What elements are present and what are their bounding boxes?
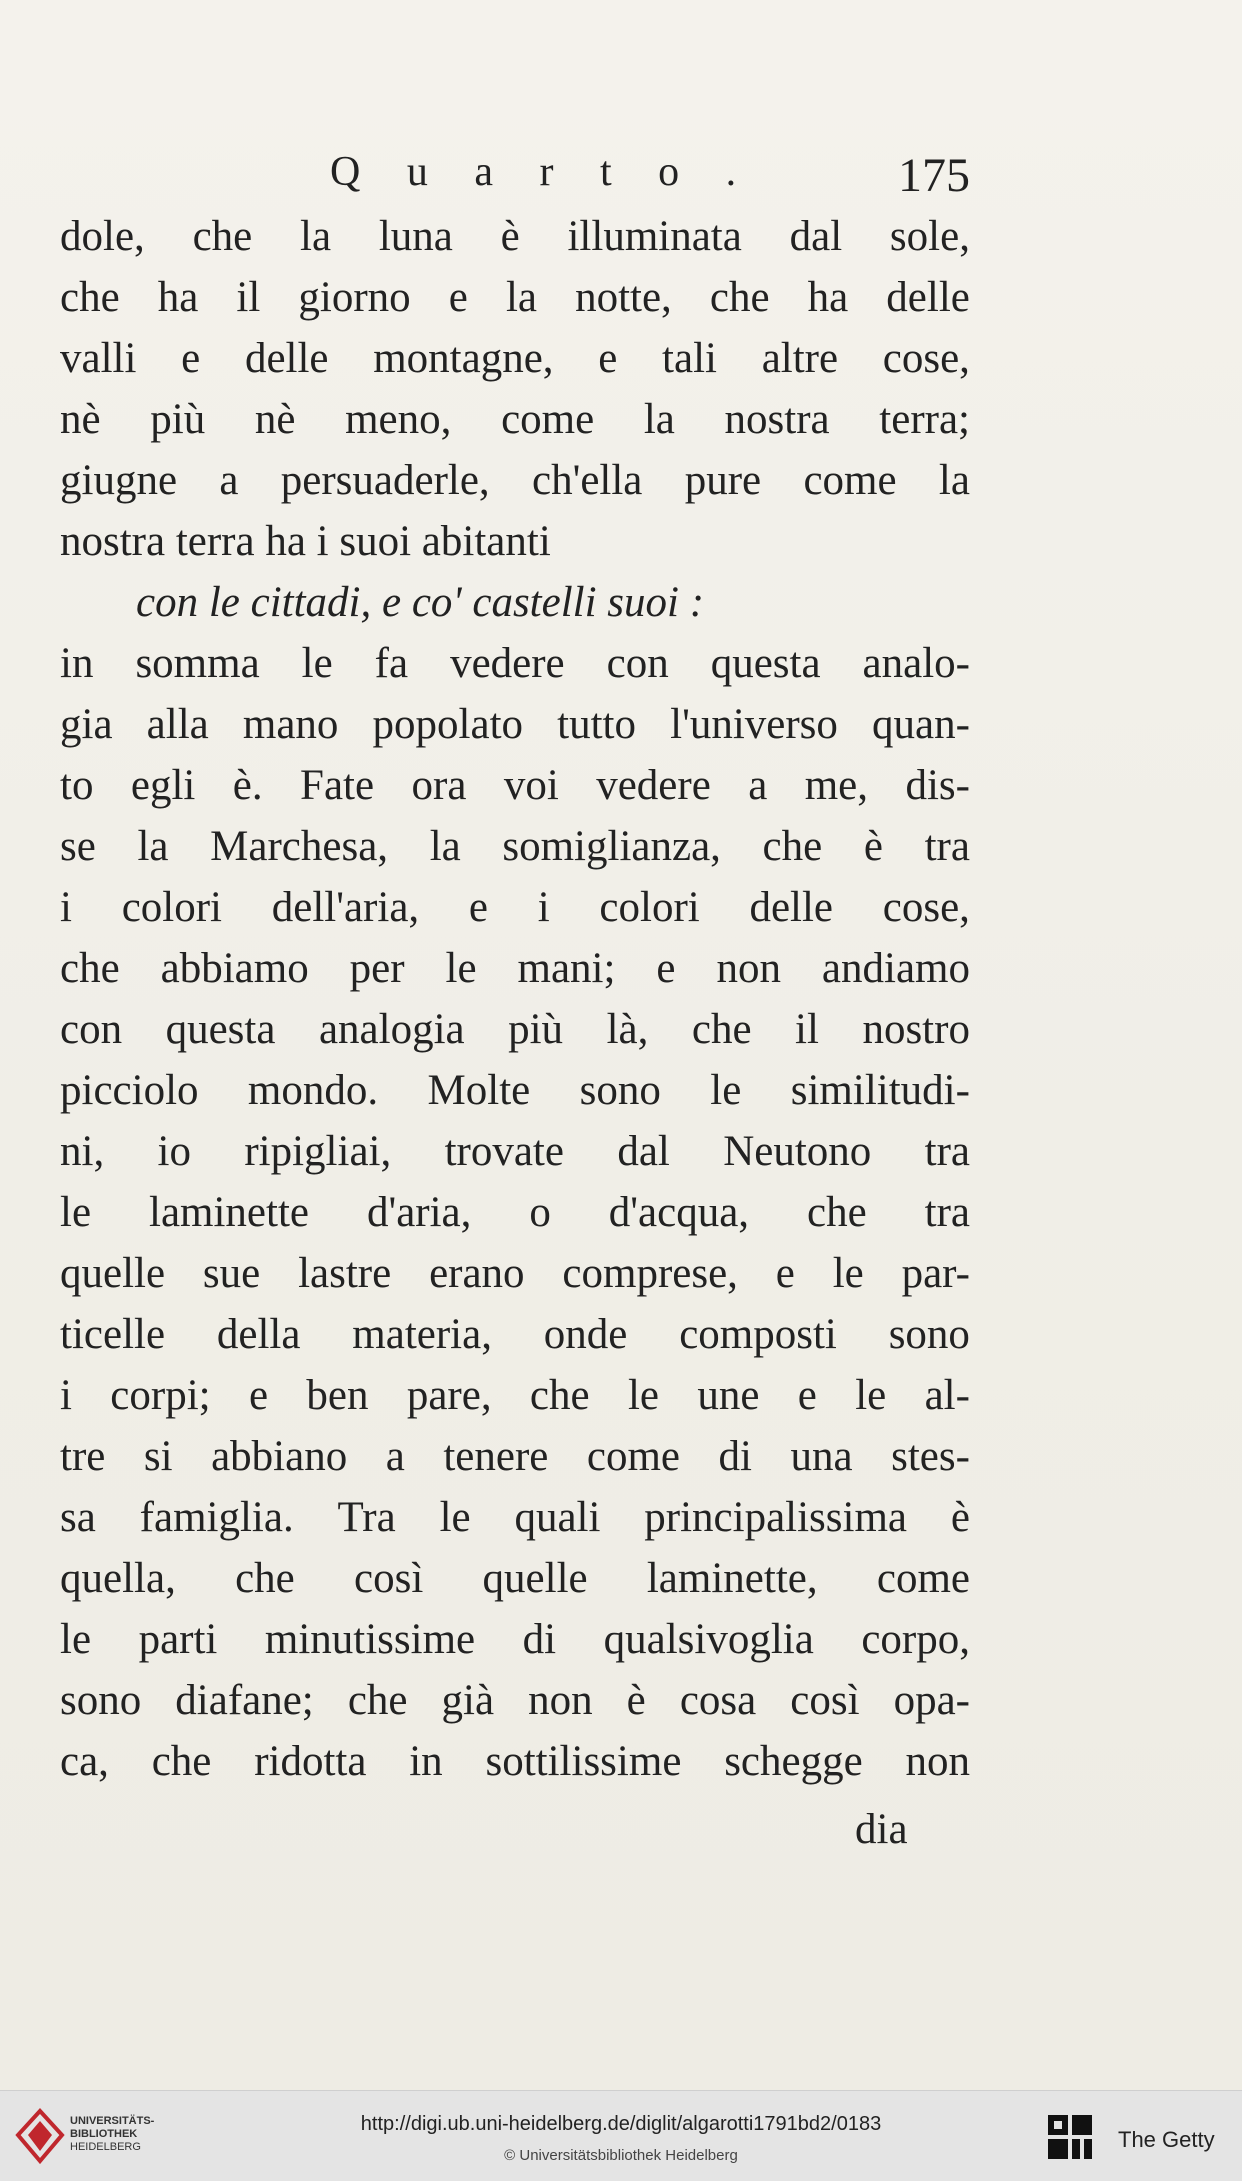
word: il xyxy=(236,274,261,321)
text-line xyxy=(60,1548,970,1609)
word: tenere xyxy=(443,1433,549,1480)
word: illuminata xyxy=(567,213,742,260)
word: che xyxy=(60,945,120,992)
word: Tra xyxy=(337,1494,396,1541)
word: ticelle xyxy=(60,1311,166,1358)
body-text xyxy=(60,206,970,1792)
word: non xyxy=(716,945,781,992)
text-line xyxy=(60,1487,970,1548)
word: tutto xyxy=(557,701,636,748)
word: la xyxy=(643,396,675,443)
word: e xyxy=(181,335,201,382)
word: che xyxy=(709,274,770,321)
word: le xyxy=(710,1067,742,1114)
word: d'acqua, xyxy=(608,1189,750,1236)
word: le xyxy=(832,1250,864,1297)
word: sono xyxy=(60,1677,142,1724)
text-line xyxy=(60,389,970,450)
word: al- xyxy=(924,1372,970,1419)
text-line xyxy=(60,999,970,1060)
word: colori xyxy=(599,884,700,931)
word: mani; xyxy=(517,945,616,992)
library-name-line: BIBLIOTHEK xyxy=(70,2128,138,2140)
text-line xyxy=(60,511,970,572)
word: come xyxy=(586,1433,680,1480)
word: là, xyxy=(606,1006,649,1053)
word: composti xyxy=(679,1311,837,1358)
word: il xyxy=(795,1006,819,1053)
word: che xyxy=(691,1006,752,1053)
word: la xyxy=(300,213,332,260)
word: questa xyxy=(165,1006,276,1053)
word: ora xyxy=(411,762,467,809)
word: abbiamo xyxy=(160,945,309,992)
word: quelle xyxy=(60,1250,166,1297)
word: la xyxy=(938,457,970,504)
word: quelle xyxy=(482,1555,588,1602)
word: le xyxy=(445,945,477,992)
word: somma xyxy=(135,640,260,687)
word: tali xyxy=(662,335,717,382)
word: nostra xyxy=(724,396,830,443)
word: popolato xyxy=(372,701,524,748)
text-line xyxy=(60,450,970,511)
word: in xyxy=(60,640,94,687)
word: colori xyxy=(121,884,222,931)
word: a xyxy=(385,1433,405,1480)
library-name-line: HEIDELBERG xyxy=(70,2141,141,2153)
word: come xyxy=(501,396,595,443)
word: sono xyxy=(579,1067,661,1114)
word: le xyxy=(60,1189,92,1236)
copyright-notice: © Universitätsbibliothek Heidelberg xyxy=(504,2147,738,2164)
word: sottilissime xyxy=(485,1738,682,1785)
word: voi xyxy=(503,762,559,809)
word: sole, xyxy=(889,213,970,260)
word: che xyxy=(151,1738,212,1785)
word: gia xyxy=(60,701,113,748)
word: me, xyxy=(804,762,869,809)
word: la xyxy=(505,274,537,321)
word: diafane; xyxy=(175,1677,314,1724)
word: trovate xyxy=(444,1128,564,1175)
word: è. xyxy=(232,762,263,809)
word: i xyxy=(60,884,72,931)
word: tra xyxy=(924,1128,970,1175)
word: schegge xyxy=(724,1738,863,1785)
word: analo- xyxy=(862,640,970,687)
word: tra xyxy=(924,823,970,870)
word: Molte xyxy=(427,1067,531,1114)
word: Fate xyxy=(300,762,375,809)
word: a xyxy=(219,457,239,504)
word: laminette xyxy=(149,1189,309,1236)
word: ha xyxy=(157,274,199,321)
word: non xyxy=(528,1677,593,1724)
word: picciolo xyxy=(60,1067,199,1114)
getty-logo-icon[interactable] xyxy=(1046,2113,1096,2165)
catchword: dia xyxy=(855,1806,908,1853)
word: ha xyxy=(807,274,849,321)
word: che xyxy=(529,1372,590,1419)
viewer-footer xyxy=(0,2090,1242,2181)
word: famiglia. xyxy=(139,1494,294,1541)
text-line xyxy=(60,206,970,267)
word: similitudi- xyxy=(790,1067,970,1114)
word: e xyxy=(775,1250,795,1297)
word: ripigliai, xyxy=(244,1128,392,1175)
word: stes- xyxy=(891,1433,970,1480)
word: cosa xyxy=(679,1677,757,1724)
word: mondo. xyxy=(247,1067,379,1114)
word: e xyxy=(468,884,488,931)
word: in xyxy=(409,1738,443,1785)
text-line xyxy=(60,1182,970,1243)
word: ben xyxy=(306,1372,369,1419)
word: sa xyxy=(60,1494,96,1541)
word: i xyxy=(537,884,550,931)
word: ni, xyxy=(60,1128,105,1175)
word: dal xyxy=(789,213,843,260)
word: le xyxy=(627,1372,659,1419)
text-line xyxy=(60,755,970,816)
word: con le cittadi, e co' castelli suoi : xyxy=(136,579,705,626)
word: più xyxy=(150,396,206,443)
word: dole, xyxy=(60,213,145,260)
word: giorno xyxy=(298,274,411,321)
word: nè xyxy=(60,396,101,443)
word: alla xyxy=(146,701,209,748)
word: quella, xyxy=(60,1555,176,1602)
word: somiglianza, xyxy=(502,823,721,870)
word: la xyxy=(429,823,461,870)
word: l'universo xyxy=(670,701,838,748)
word: giugne xyxy=(60,457,178,504)
word: io xyxy=(157,1128,191,1175)
word: ca, xyxy=(60,1738,109,1785)
text-line xyxy=(60,1365,970,1426)
word: è xyxy=(863,823,883,870)
text-line xyxy=(60,1670,970,1731)
word: laminette, xyxy=(646,1555,818,1602)
word: una xyxy=(790,1433,853,1480)
word: o xyxy=(529,1189,551,1236)
text-line xyxy=(60,1426,970,1487)
word: corpi; xyxy=(110,1372,211,1419)
word: così xyxy=(354,1555,424,1602)
word: questa xyxy=(710,640,821,687)
word: onde xyxy=(543,1311,628,1358)
word: nostra terra ha i suoi abitanti xyxy=(60,518,551,565)
word: egli xyxy=(130,762,196,809)
text-line xyxy=(60,938,970,999)
word: è xyxy=(626,1677,646,1724)
word: e xyxy=(448,274,468,321)
word: sue xyxy=(202,1250,261,1297)
text-line xyxy=(60,1121,970,1182)
word: che xyxy=(762,823,823,870)
word: nè xyxy=(254,396,296,443)
word: montagne, xyxy=(373,335,554,382)
word: abbiano xyxy=(211,1433,348,1480)
word: che xyxy=(807,1189,867,1236)
text-line xyxy=(60,1609,970,1670)
word: une xyxy=(697,1372,760,1419)
word: qualsivoglia xyxy=(603,1616,814,1663)
word: altre xyxy=(761,335,839,382)
word: delle xyxy=(244,335,329,382)
word: sono xyxy=(888,1311,970,1358)
word: vedere xyxy=(450,640,565,687)
word: luna xyxy=(378,213,453,260)
word: della xyxy=(216,1311,301,1358)
word: come xyxy=(876,1555,970,1602)
text-line xyxy=(60,1304,970,1365)
word: meno, xyxy=(345,396,452,443)
page-number: 175 xyxy=(898,149,970,202)
word: parti xyxy=(138,1616,218,1663)
word: tra xyxy=(924,1189,970,1236)
word: è xyxy=(950,1494,970,1541)
word: notte, xyxy=(575,274,672,321)
word: e xyxy=(797,1372,817,1419)
running-head xyxy=(330,148,970,208)
word: to xyxy=(60,762,94,809)
word: ch'ella xyxy=(532,457,643,504)
text-line xyxy=(60,1060,970,1121)
text-line xyxy=(60,633,970,694)
word: ridotta xyxy=(254,1738,367,1785)
word: che xyxy=(192,213,253,260)
word: pure xyxy=(684,457,762,504)
word: già xyxy=(441,1677,495,1724)
word: Neutono xyxy=(723,1128,872,1175)
word: corpo, xyxy=(861,1616,970,1663)
word: lastre xyxy=(298,1250,392,1297)
word: persuaderle, xyxy=(280,457,490,504)
word: più xyxy=(508,1006,564,1053)
sponsor-name[interactable]: The Getty xyxy=(1118,2127,1215,2152)
word: che xyxy=(235,1555,295,1602)
word: di xyxy=(718,1433,752,1480)
word: principalissima xyxy=(644,1494,908,1541)
word: e xyxy=(656,945,676,992)
text-line xyxy=(60,267,970,328)
word: dal xyxy=(617,1128,670,1175)
text-line xyxy=(60,1731,970,1792)
word: che xyxy=(347,1677,408,1724)
word: fa xyxy=(374,640,409,687)
word: cose, xyxy=(882,884,970,931)
word: le xyxy=(301,640,333,687)
word: si xyxy=(143,1433,173,1480)
word: dell'aria, xyxy=(271,884,420,931)
word: pare, xyxy=(406,1372,492,1419)
word: terra; xyxy=(879,396,970,443)
word: vedere xyxy=(596,762,711,809)
word: come xyxy=(803,457,897,504)
word: non xyxy=(905,1738,970,1785)
word: andiamo xyxy=(821,945,970,992)
word: se xyxy=(60,823,96,870)
word: par- xyxy=(901,1250,970,1297)
text-line xyxy=(60,1243,970,1304)
text-line xyxy=(60,328,970,389)
permalink-url[interactable]: http://digi.ub.uni-heidelberg.de/diglit/algarotti1791bd2/0183 xyxy=(360,2113,882,2135)
word: quali xyxy=(514,1494,601,1541)
word: le xyxy=(439,1494,471,1541)
word: che xyxy=(60,274,120,321)
word: a xyxy=(748,762,768,809)
word: d'aria, xyxy=(366,1189,472,1236)
word: per xyxy=(349,945,405,992)
word: analogia xyxy=(318,1006,465,1053)
word: e xyxy=(248,1372,269,1419)
word: cose, xyxy=(882,335,970,382)
word: valli xyxy=(60,335,137,382)
word: così xyxy=(790,1677,860,1724)
word: con xyxy=(606,640,669,687)
word: e xyxy=(598,335,618,382)
text-line xyxy=(60,572,970,633)
word: comprese, xyxy=(562,1250,738,1297)
library-name-line: UNIVERSITÄTS- xyxy=(70,2115,155,2127)
word: con xyxy=(60,1006,123,1053)
word: opa- xyxy=(893,1677,970,1724)
word: mano xyxy=(242,701,339,748)
word: Marchesa, xyxy=(210,823,389,870)
word: le xyxy=(60,1616,92,1663)
word: tre xyxy=(60,1433,106,1480)
word: minutissime xyxy=(264,1616,476,1663)
word: i xyxy=(60,1372,72,1419)
word: delle xyxy=(749,884,834,931)
text-line xyxy=(60,694,970,755)
word: dis- xyxy=(905,762,970,809)
word: erano xyxy=(429,1250,525,1297)
word: di xyxy=(522,1616,557,1663)
text-line xyxy=(60,816,970,877)
word: le xyxy=(855,1372,887,1419)
running-title: Q u a r t o . xyxy=(330,149,755,195)
word: quan- xyxy=(872,701,970,748)
word: materia, xyxy=(352,1311,492,1358)
text-line xyxy=(60,877,970,938)
word: delle xyxy=(886,274,970,321)
word: nostro xyxy=(862,1006,970,1053)
word: la xyxy=(137,823,169,870)
word: è xyxy=(500,213,520,260)
